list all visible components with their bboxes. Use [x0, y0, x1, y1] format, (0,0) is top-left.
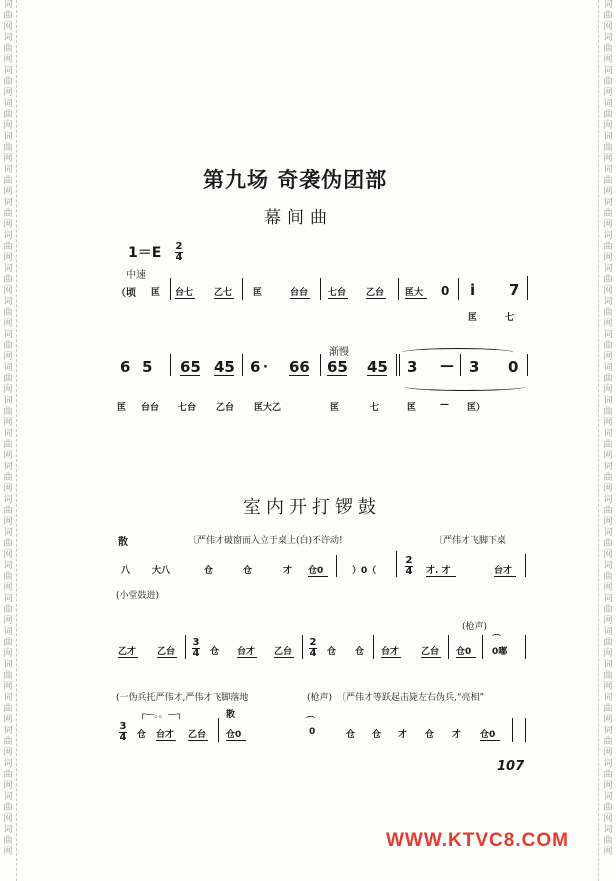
underline — [156, 740, 176, 741]
barline — [242, 354, 243, 376]
note: 3 — [469, 358, 480, 376]
perc-cell: 八 — [121, 566, 131, 576]
perc-cell: 乙台 — [421, 647, 440, 657]
note: 65 — [180, 358, 201, 376]
perc-cell: 仓 — [346, 730, 356, 740]
cell: 七台 — [328, 288, 347, 298]
tremolo-mark: ┌—。。—┐ — [140, 710, 183, 720]
barline — [218, 718, 219, 742]
underline — [494, 576, 516, 577]
perc-cell: 0嘟 — [492, 647, 508, 657]
perc-cell: 仓 — [327, 647, 337, 657]
stage-direction: 〔严伟才等跃起击毙左右伪兵,“亮相” — [337, 693, 485, 703]
left-margin-watermark: 词曲网词曲网词曲网词曲网词曲网词曲网词曲网词曲网词曲网词曲网词曲网词曲网词曲网词曲网词曲网词曲网词曲网词曲网词曲网词曲网词曲网词曲网词曲网词曲网词曲网词曲网 — [3, 0, 13, 857]
perc-cell: 台才 — [494, 566, 513, 576]
barline — [525, 635, 526, 659]
time-signature: 3 4 — [119, 721, 127, 743]
percussion-below: 七 — [505, 313, 515, 323]
perc-cell: 仓0 — [480, 730, 496, 740]
underline — [456, 657, 476, 658]
barline — [482, 635, 483, 659]
barline — [373, 635, 374, 659]
right-margin-watermark: 词曲网词曲网词曲网词曲网词曲网词曲网词曲网词曲网词曲网词曲网词曲网词曲网词曲网词曲网词曲网词曲网词曲网词曲网词曲网词曲网词曲网词曲网词曲网词曲网词曲网词曲网 — [603, 0, 613, 857]
percussion-lyric: 匡 — [117, 403, 127, 413]
fermata-icon: ⌒ — [492, 635, 502, 645]
stage-direction: (一伪兵托严伟才,严伟才飞脚落地 — [116, 693, 249, 703]
percussion-lyric: 匡） — [467, 403, 486, 413]
cell: 匡 — [151, 288, 161, 298]
perc-cell: 才. 才 — [426, 566, 451, 576]
underline — [421, 657, 441, 658]
tempo-marking: 中速 — [126, 270, 146, 281]
underline — [274, 657, 294, 658]
site-watermark: WWW.KTVC8.COM — [386, 830, 569, 851]
perc-cell: 仓0 — [456, 647, 472, 657]
perc-cell: 仓 — [137, 730, 147, 740]
tie-arc — [402, 348, 514, 357]
percussion-lyric: 乙台 — [216, 403, 235, 413]
underline — [426, 576, 456, 577]
note: 5 — [142, 358, 153, 376]
perc-cell: 仓 — [243, 566, 253, 576]
perc-cell: 仓 — [204, 566, 214, 576]
barline — [242, 278, 243, 300]
barline — [320, 278, 321, 300]
underline — [214, 298, 234, 299]
barline — [525, 718, 526, 742]
percussion-below: 匡 — [468, 313, 478, 323]
percussion-lyric: — — [440, 400, 449, 410]
perc-cell: 0 — [309, 727, 316, 737]
underline — [214, 375, 234, 376]
underline — [328, 298, 348, 299]
underline — [157, 657, 177, 658]
stage-direction: 〔严伟才飞脚下桌 — [434, 536, 507, 546]
underline — [175, 298, 195, 299]
underline — [118, 657, 138, 658]
perc-cell: 台才 — [156, 730, 175, 740]
barline — [396, 551, 397, 577]
note: 45 — [367, 358, 388, 376]
perc-cell: 才 — [398, 730, 408, 740]
cell: 台七 — [175, 288, 194, 298]
san-marking: 散 — [118, 537, 128, 548]
percussion-lyric: 七台 — [178, 403, 197, 413]
note: 0 — [441, 284, 450, 298]
percussion-lyric: 匡 — [407, 403, 417, 413]
perc-cell: 仓 — [372, 730, 382, 740]
subtitle: 幕间曲 — [264, 208, 333, 228]
underline — [290, 298, 310, 299]
dash: — — [440, 358, 454, 374]
barline — [460, 354, 461, 376]
barline — [527, 354, 528, 376]
gradual-slow-marking: 渐慢 — [329, 347, 349, 358]
underline — [180, 375, 200, 376]
underline — [480, 740, 500, 741]
percussion-lyric: 台台 — [141, 403, 160, 413]
perc-cell: ）0（ — [352, 566, 377, 576]
barline — [458, 278, 459, 300]
barline — [512, 718, 513, 742]
perc-cell: 乙才 — [118, 647, 137, 657]
barline — [170, 278, 171, 300]
underline — [237, 657, 257, 658]
underline — [381, 657, 401, 658]
percussion-lyric: 匡 — [330, 403, 340, 413]
tie-arc — [404, 382, 526, 391]
note: 45 — [214, 358, 235, 376]
perc-cell: 乙台 — [274, 647, 293, 657]
underline — [308, 576, 328, 577]
gunshot-note: (枪声) — [462, 622, 488, 632]
barline — [399, 354, 400, 376]
underline — [188, 740, 208, 741]
barline — [448, 635, 449, 659]
underline — [405, 298, 427, 299]
perc-cell: 大八 — [152, 566, 171, 576]
perc-cell: 才 — [452, 730, 462, 740]
san-marking: 散 — [226, 710, 236, 720]
small-drum-note: (小堂鼓进) — [116, 591, 160, 601]
barline — [336, 555, 337, 577]
underline — [327, 375, 347, 376]
barline — [398, 278, 399, 300]
gunshot-note: (枪声) — [307, 693, 333, 703]
page-number: 107 — [497, 759, 525, 774]
fermata-icon: ⌒ — [306, 717, 316, 727]
cell: 匡大 — [405, 288, 424, 298]
opening-paren: （顷 — [116, 288, 136, 299]
barline — [185, 635, 186, 659]
barline — [170, 354, 171, 376]
note: 0 — [508, 358, 519, 376]
perc-cell: 仓0 — [226, 730, 242, 740]
perc-cell: 仓 — [425, 730, 435, 740]
note: 7 — [509, 281, 520, 299]
barline — [302, 635, 303, 659]
perc-cell: 台才 — [237, 647, 256, 657]
barline — [525, 554, 526, 577]
time-signature: 2 4 — [175, 241, 183, 263]
barline — [527, 276, 528, 300]
underline — [289, 375, 309, 376]
perc-cell: 乙台 — [188, 730, 207, 740]
perc-cell: 仓 — [210, 647, 220, 657]
perc-cell: 仓 — [355, 647, 365, 657]
note: 65 — [327, 358, 348, 376]
perc-cell: 仓0 — [308, 566, 324, 576]
key-signature: 1＝E — [128, 245, 162, 261]
stage-direction: 〔严伟才破窗而入立于桌上(白)不许动! — [188, 536, 343, 546]
perc-cell: 乙台 — [157, 647, 176, 657]
scene-title: 第九场 奇袭伪团部 — [203, 168, 388, 192]
note: 6 — [120, 358, 131, 376]
note: 3 — [407, 358, 418, 376]
cell: 乙七 — [214, 288, 233, 298]
section-title: 室内开打锣鼓 — [243, 497, 381, 518]
dot: · — [263, 360, 268, 375]
cell: 匡 — [253, 288, 263, 298]
time-signature: 2 4 — [405, 555, 413, 577]
cell: 乙台 — [366, 288, 385, 298]
note: 66 — [289, 358, 310, 376]
underline — [226, 740, 246, 741]
note: 6 — [250, 358, 261, 376]
cell: 台台 — [290, 288, 309, 298]
percussion-lyric: 七 — [370, 403, 380, 413]
perc-cell: 才 — [283, 566, 293, 576]
percussion-lyric: 匡大乙 — [254, 403, 282, 413]
barline — [320, 354, 321, 376]
note: i — [470, 281, 476, 299]
time-signature: 2 4 — [309, 637, 317, 659]
underline — [367, 375, 387, 376]
perc-cell: 台才 — [381, 647, 400, 657]
time-signature: 3 4 — [192, 637, 200, 659]
barline — [396, 354, 397, 376]
underline — [366, 298, 386, 299]
